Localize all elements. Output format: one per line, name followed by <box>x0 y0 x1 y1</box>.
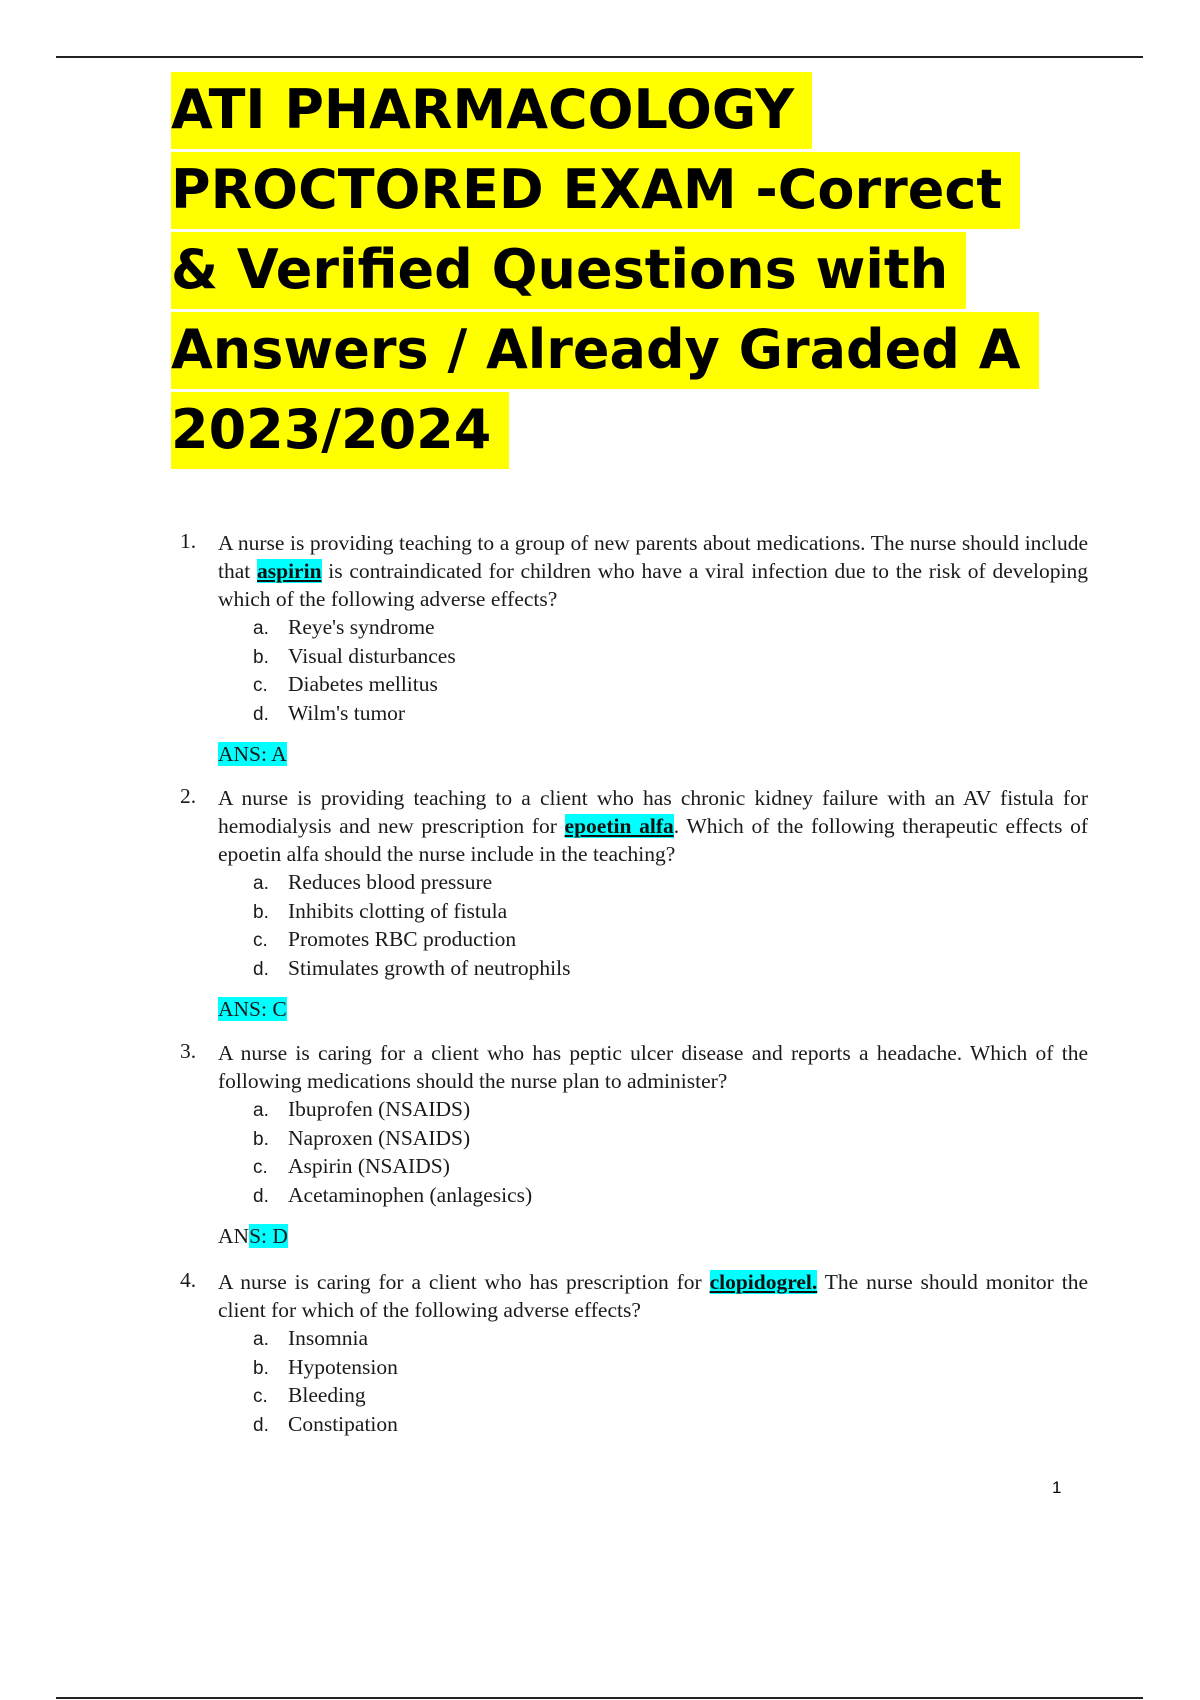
choice-item: d. Stimulates growth of neutrophils <box>253 955 571 980</box>
choice-item: d. Wilm's tumor <box>253 700 406 725</box>
question-number: 1. <box>180 529 197 553</box>
choice-item: a. Reye's syndrome <box>253 615 435 639</box>
answer-choices <box>253 868 1088 982</box>
choice-item: b. Naproxen (NSAIDS) <box>253 1125 471 1150</box>
drug-keyword: clopidogrel. <box>709 1270 818 1294</box>
title-line: 2023/2024 <box>171 392 509 469</box>
choice-item: a. Ibuprofen (NSAIDS) <box>253 1097 471 1121</box>
choice-item: b. Visual disturbances <box>253 643 456 668</box>
choice-item: c. Promotes RBC production <box>253 927 517 951</box>
choice-item: a. Insomnia <box>253 1326 369 1350</box>
answer-highlight: S: D <box>249 1224 288 1248</box>
question-text: A nurse is providing teaching to a group of new parents about medications. The nurse should include that aspirin is contraindicated for children who have a viral infection due to the risk of developing which of the following adverse effects? <box>218 531 1088 611</box>
title-line: Answers / Already Graded A <box>171 312 1039 389</box>
question-text: A nurse is providing teaching to a client who has chronic kidney failure with an AV fistula for hemodialysis and new prescription for epoetin alfa. Which of the following therapeutic effects of epoetin alfa should the nurse include in the teaching? <box>218 786 1088 866</box>
drug-keyword: aspirin <box>257 559 322 583</box>
choice-item: a. Reduces blood pressure <box>253 870 493 894</box>
choice-item: d. Constipation <box>253 1411 398 1436</box>
choice-item: d. Acetaminophen (anlagesics) <box>253 1182 533 1207</box>
choice-item: b. Hypotension <box>253 1354 398 1379</box>
answer-key <box>218 995 1088 1023</box>
bottom-rule <box>56 1697 1143 1699</box>
question-number: 4. <box>180 1268 197 1292</box>
answer-highlight: ANS: A <box>218 742 287 766</box>
title-line: & Verified Questions with <box>171 232 966 309</box>
answer-choices <box>253 1095 1088 1209</box>
drug-keyword: epoetin alfa <box>564 814 674 838</box>
answer-choices <box>253 613 1088 727</box>
choice-item: b. Inhibits clotting of fistula <box>253 898 508 923</box>
question-1 <box>180 529 1088 768</box>
question-3 <box>180 1039 1088 1250</box>
answer-choices <box>253 1324 1088 1438</box>
title-line: ATI PHARMACOLOGY <box>171 72 812 149</box>
title-line: PROCTORED EXAM -Correct <box>171 152 1020 229</box>
question-number: 2. <box>180 784 197 808</box>
question-text: A nurse is caring for a client who has prescription for clopidogrel. The nurse should monitor the client for which of the following adverse effects? <box>218 1270 1088 1322</box>
choice-item: c. Bleeding <box>253 1383 366 1407</box>
question-text: A nurse is caring for a client who has peptic ulcer disease and reports a headache. Which of the following medications should the nurse plan to administer? <box>218 1041 1088 1093</box>
answer-key: ANS: D <box>218 1224 288 1248</box>
answer-highlight: ANS: C <box>218 997 287 1021</box>
question-4 <box>180 1268 1088 1438</box>
choice-item: c. Aspirin (NSAIDS) <box>253 1154 450 1178</box>
page-number: 1 <box>1052 1478 1062 1497</box>
question-2 <box>180 784 1088 1023</box>
choice-item: c. Diabetes mellitus <box>253 672 438 696</box>
answer-key <box>218 740 1088 768</box>
question-number: 3. <box>180 1039 197 1063</box>
